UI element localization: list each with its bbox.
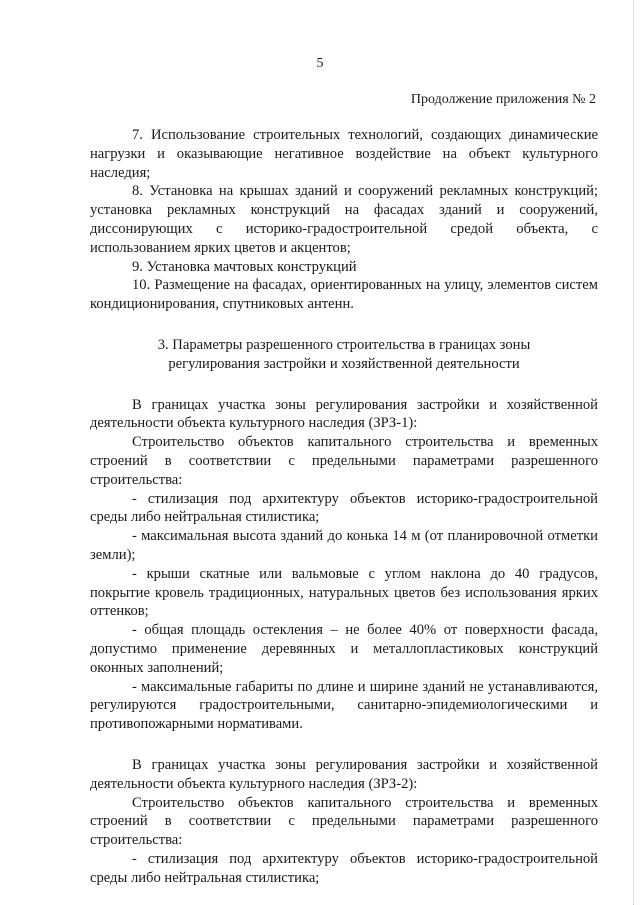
zrz2-construction-paragraph: Строительство объектов капитального строительства и временных строений в соответствии с предельными параметрами разрешенного строительства: (90, 794, 598, 849)
zrz1-bullet-height: - максимальная высота зданий до конька 14 м (от планировочной отметки земли); (90, 528, 598, 563)
section-heading: 3. Параметры разрешенного строительства в границах зоны регулирования застройки и хозяйственной деятельности (157, 336, 531, 372)
zrz1-bullet-roofs: - крыши скатные или вальмовые с углом наклона до 40 градусов, покрытие кровель традиционных, натуральных цветов без использования ярких оттенков; (90, 565, 598, 620)
zrz2-bullet-stylization: - стилизация под архитектуру объектов историко-градостроительной среды либо нейтральная стилистика; (90, 850, 598, 886)
document-body (90, 126, 598, 887)
list-item-10: 10. Размещение на фасадах, ориентированных на улицу, элементов систем кондиционирования, спутниковых антенн. (90, 277, 598, 313)
zrz1-construction-paragraph: Строительство объектов капитального строительства и временных строений в соответствии с предельными параметрами разрешенного строительства: (90, 434, 598, 488)
list-item-8: 8. Установка на крышах зданий и сооружений рекламных конструкций; установка рекламных конструкций на фасадах зданий и сооружений, диссонирующих с историко-градостроительной средой объекта, с использованием ярких цветов и акцентов; (90, 183, 598, 256)
zrz2-intro-paragraph: В границах участка зоны регулирования застройки и хозяйственной деятельности объекта культурного наследия (ЗРЗ-2): (90, 756, 598, 792)
zrz1-intro-paragraph: В границах участка зоны регулирования застройки и хозяйственной деятельности объекта культурного наследия (ЗРЗ-1): (90, 396, 598, 432)
zrz1-bullet-dimensions: - максимальные габариты по длине и ширине зданий не устанавливаются, регулируются градостроительными, санитарно-эпидемиологическими и противопожарными нормативами. (90, 678, 598, 733)
scan-edge-line (632, 0, 634, 905)
list-item-9: 9. Установка мачтовых конструкций (132, 258, 357, 275)
zrz1-bullet-glazing: - общая площадь остекления – не более 40% от поверхности фасада, допустимо применение деревянных и металлопластиковых конструкций оконных заполнений; (90, 622, 598, 676)
appendix-continuation-label: Продолжение приложения № 2 (410, 92, 596, 107)
list-item-7: 7. Использование строительных технологий, создающих динамические нагрузки и оказывающие негативное воздействие на объект культурного наследия; (90, 127, 598, 181)
page-number: 5 (316, 56, 324, 71)
zrz1-bullet-stylization: - стилизация под архитектуру объектов историко-градостроительной среды либо нейтральная стилистика; (90, 490, 598, 526)
